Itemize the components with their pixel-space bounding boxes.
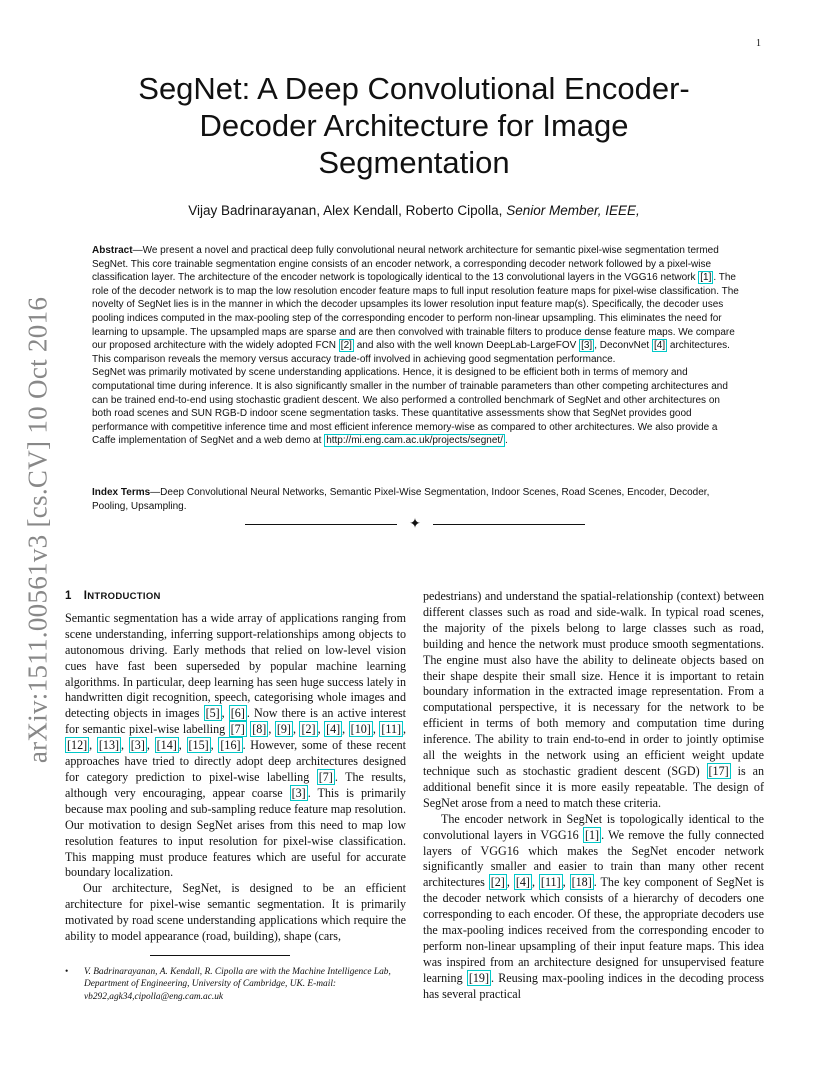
abstract-text: SegNet was primarily motivated by scene understanding applications. Hence, it is designed to be efficient both in terms of memory and computational time during inference. It is also significantly smaller in the number of trainable parameters than other competing architectures and can be trained end-to-end using stochastic gradient descent. We also performed a controlled benchmark of SegNet and other architectures on both road scenes and SUN RGB-D indoor scene segmentation tasks. These quantitative assessments show that SegNet provides good performance with competitive inference time and most efficient inference memory-wise as compared to other architectures. We also provide a Caffe implementation of SegNet and a web demo at bbox=[92, 367, 728, 447]
section-number: 1 bbox=[65, 590, 72, 602]
citation-link[interactable]: [5] bbox=[205, 706, 220, 721]
citation-link[interactable]: [14] bbox=[156, 738, 177, 753]
arxiv-identifier: arXiv:1511.00561v3 [cs.CV] 10 Oct 2016 bbox=[22, 296, 53, 764]
citation-link[interactable]: [3] bbox=[130, 738, 145, 753]
body-text: . This is primarily because max pooling and sub-sampling reduce feature map resolution. Our motivation to design SegNet arises from this need to map low resolution features to input resolution for pixel-wise classification. This mapping must produce features which are useful for accurate boundary localization. bbox=[65, 785, 406, 880]
abstract-text: and also with the well known DeepLab-LargeFOV bbox=[353, 340, 580, 352]
left-column bbox=[65, 589, 406, 945]
right-column bbox=[423, 589, 764, 1003]
citation-link[interactable]: [15] bbox=[188, 738, 209, 753]
citation-link[interactable]: [1] bbox=[700, 272, 712, 284]
footnote-bullet-icon: • bbox=[65, 967, 69, 977]
citation-link[interactable]: [19] bbox=[468, 970, 489, 985]
divider-star-icon: ✦ bbox=[409, 516, 421, 532]
citation-link[interactable]: [9] bbox=[276, 722, 291, 737]
citation-link[interactable]: [2] bbox=[490, 875, 505, 890]
body-text: . However, some of these recent approaches have tried to directly adopt deep architectures designed for category prediction to pixel-wise labelling bbox=[65, 738, 406, 784]
abstract-paragraph-1 bbox=[92, 244, 739, 366]
citation-link[interactable]: [7] bbox=[230, 722, 245, 737]
abstract-text: —We present a novel and practical deep fully convolutional neural network architecture for semantic pixel-wise segmentation termed SegNet. This core trainable segmentation engine consists of an encoder network, a corresponding decoder network followed by a pixel-wise classification layer. The architecture of the encoder network is topologically identical to the 13 convolutional layers in the VGG16 network bbox=[92, 245, 719, 284]
body-text: . We remove the fully connected layers of VGG16 which makes the SegNet encoder network significantly smaller and easier to train than many other recent architectures bbox=[423, 827, 764, 890]
divider-line-right bbox=[433, 524, 585, 525]
index-terms bbox=[92, 486, 739, 513]
citation-link[interactable]: [3] bbox=[291, 785, 306, 800]
citation-link[interactable]: [4] bbox=[326, 722, 341, 737]
abstract-paragraph-2 bbox=[92, 366, 739, 448]
segnet-url-link[interactable]: http://mi.eng.cam.ac.uk/projects/segnet/ bbox=[326, 435, 503, 447]
abstract-text: , DeconvNet bbox=[594, 340, 652, 352]
author-membership: Senior Member, IEEE, bbox=[506, 203, 640, 218]
section-title-rest: NTRODUCTION bbox=[87, 591, 161, 602]
abstract bbox=[92, 244, 739, 448]
footnote-rule bbox=[150, 955, 290, 956]
citation-link[interactable]: [17] bbox=[708, 763, 729, 778]
abstract-text: architectures. This comparison reveals the memory versus accuracy trade-off involved in achieving good segmentation performance. bbox=[92, 340, 730, 365]
citation-link[interactable]: [13] bbox=[98, 738, 120, 753]
citation-link[interactable]: [2] bbox=[301, 722, 316, 737]
page-number: 1 bbox=[756, 38, 761, 49]
body-text: . The results, although very encouraging, appear coarse bbox=[65, 769, 406, 800]
intro-paragraph-3: The encoder network in SegNet is topologically identical to the convolutional layers in VGG16 [1] . We remove the fully connected layers of VGG16 which makes the SegNet encoder network significantly smaller and easier to train than many other recent architectures [2] , [4] , [11] , [18] . The key component of SegNet is the decoder network which consists of a hierarchy of decoders one corresponding to each encoder. Of these, the appropriate decoders use the max-pooling indices received from the corresponding encoder to perform non-linear upsampling of their input feature maps. This idea was inspired from an architecture designed for unsupervised feature learning [19] . Reusing max-pooling indices in the decoding process has several practical bbox=[423, 811, 765, 1001]
body-text: . Reusing max-pooling indices in the decoding process has several practical bbox=[423, 970, 764, 1001]
divider-line-left bbox=[245, 524, 397, 525]
index-terms-text: —Deep Convolutional Neural Networks, Semantic Pixel-Wise Segmentation, Indoor Scenes, Road Scenes, Encoder, Decoder, Pooling, Upsampling. bbox=[92, 487, 710, 512]
citation-link[interactable]: [6] bbox=[230, 706, 245, 721]
intro-paragraph-2-cont bbox=[423, 589, 764, 812]
citation-link[interactable]: [11] bbox=[381, 722, 402, 737]
body-text: pedestrians) and understand the spatial-relationship (context) between different classes such as road and side-walk. In typical road scenes, the majority of the pixels belong to large classes such as road, building and hence the network must produce smooth segmentations. The engine must also have the ability to delineate objects based on their shape despite their small size. Hence it is important to retain boundary information in the extracted image representation. From a computational perspective, it is necessary for the network to be efficient in terms of both memory and computation time during inference. The ability to train end-to-end in order to jointly optimise all the weights in the network using an efficient weight update technique such as stochastic gradient descent (SGD) bbox=[423, 589, 764, 778]
body-text: The encoder network in SegNet is topologically identical to the convolutional layers in VGG16 bbox=[423, 811, 764, 842]
author-names: Vijay Badrinarayanan, Alex Kendall, Roberto Cipolla, bbox=[188, 203, 503, 218]
index-terms-label: Index Terms bbox=[92, 487, 151, 498]
citation-link[interactable]: [4] bbox=[654, 340, 666, 352]
section-heading bbox=[65, 589, 406, 605]
body-text: . The key component of SegNet is the decoder network which consists of a hierarchy of decoders one corresponding to each encoder. Of these, the appropriate decoders use the max-pooling indices received from the corresponding encoder to perform non-linear upsampling of their input feature maps. This idea was inspired from an architecture designed for unsupervised feature learning bbox=[423, 875, 765, 985]
citation-link[interactable]: [4] bbox=[515, 875, 530, 890]
body-text: Semantic segmentation has a wide array of applications ranging from scene understanding, inferring support-relationships among objects to autonomous driving. Early methods that relied on low-level vision cues have fast been superseded by popular machine learning algorithms. In particular, deep learning has seen huge success lately in handwritten digit recognition, speech, categorising whole images and detecting objects in images bbox=[65, 610, 406, 721]
intro-paragraph-1: Semantic segmentation has a wide array of applications ranging from scene understanding, inferring support-relationships among objects to autonomous driving. Early methods that relied on low-level vision cues have fast been superseded by popular machine learning algorithms. In particular, deep learning has seen huge success lately in handwritten digit recognition, speech, categorising whole images and detecting objects in images [5] , [6] . Now there is an active interest for semantic pixel-wise labelling [7] [8] , [9] , [2] , [4] , [10] , [11] , [12] , [13] , [3] , [14] , [15] , [16] . However, some of these recent approaches have tried to directly adopt deep architectures designed for category prediction to pixel-wise labelling [7] . The results, although very encouraging, appear coarse [3] . This is primarily because max pooling and sub-sampling reduce feature map resolution. Our motivation to design SegNet arises from this need to map low resolution features to input resolution for pixel-wise classification. This mapping must produce features which are useful for accurate boundary localization. bbox=[65, 610, 407, 880]
abstract-text: . The role of the decoder network is to map the low resolution encoder feature maps to full input resolution feature maps for pixel-wise classification. The novelty of SegNet lies is in the manner in which the decoder upsamples its lower resolution input feature map(s). Specifically, the decoder uses pooling indices computed in the max-pooling step of the corresponding encoder to perform non-linear upsampling. This eliminates the need for learning to upsample. The upsampled maps are sparse and are then convolved with trainable filters to produce dense feature maps. We compare our proposed architecture with the widely adopted FCN bbox=[92, 272, 739, 352]
author-line bbox=[100, 203, 728, 218]
abstract-text: . bbox=[504, 435, 508, 447]
intro-paragraph-2: Our architecture, SegNet, is designed to be an efficient architecture for pixel-wise semantic segmentation. It is primarily motivated by road scene understanding applications which require the ability to model appearance (road, building), shape (cars, bbox=[65, 881, 406, 944]
paper-title: SegNet: A Deep Convolutional Encoder-Decoder Architecture for Image Segmentation bbox=[138, 71, 690, 180]
citation-link[interactable]: [1] bbox=[584, 827, 600, 842]
footnote-text: V. Badrinarayanan, A. Kendall, R. Cipolla are with the Machine Intelligence Lab, Department of Engineering, University of Cambridge, UK. E-mail: vb292,agk34,cipolla@eng.cam.ac.uk bbox=[84, 967, 391, 1002]
citation-link[interactable]: [18] bbox=[571, 875, 592, 890]
body-text: is an additional benefit since it is more easily repeatable. The design of SegNet arose from a need to match these criteria. bbox=[423, 763, 764, 810]
body-text: , bbox=[221, 706, 229, 721]
citation-link[interactable]: [8] bbox=[252, 722, 267, 737]
section-divider bbox=[245, 517, 585, 531]
citation-link[interactable]: [12] bbox=[67, 738, 88, 753]
citation-link[interactable]: [2] bbox=[340, 340, 352, 352]
affiliation-footnote bbox=[65, 966, 406, 1003]
citation-link[interactable]: [3] bbox=[581, 340, 593, 352]
citation-link[interactable]: [7] bbox=[318, 769, 333, 784]
citation-link[interactable]: [11] bbox=[540, 875, 561, 890]
body-text: . Now there is an active interest for semantic pixel-wise labelling bbox=[65, 706, 407, 737]
citation-link[interactable]: [10] bbox=[350, 722, 371, 737]
section-title-initial: I bbox=[83, 590, 88, 602]
citation-link[interactable]: [16] bbox=[220, 738, 241, 753]
abstract-label: Abstract bbox=[92, 245, 133, 256]
